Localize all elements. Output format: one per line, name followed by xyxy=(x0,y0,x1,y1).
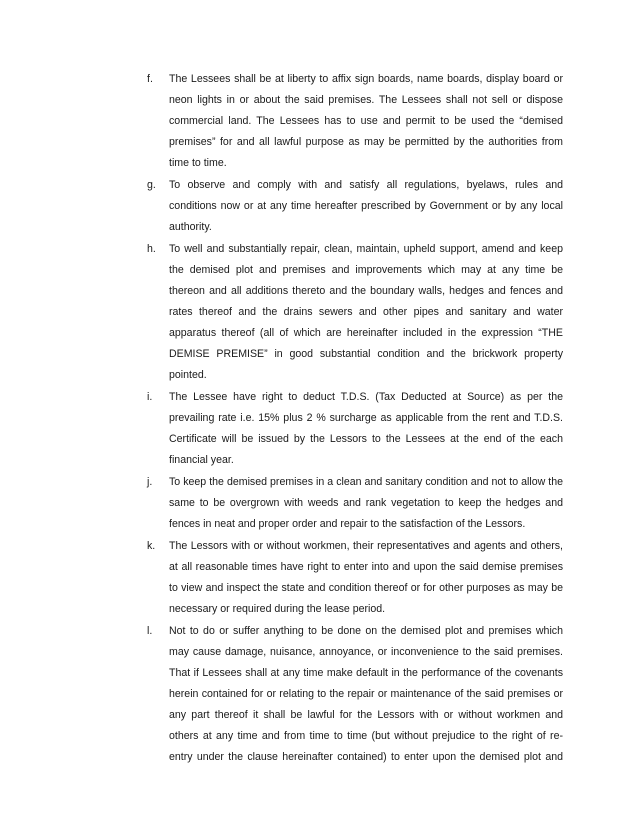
clause-i xyxy=(147,387,563,471)
clause-letter: i. xyxy=(147,391,153,403)
clause-g xyxy=(147,175,563,238)
clause-text: Not to do or suffer anything to be done on the demised plot and premises which may cause damage, nuisance, annoyance, or inconvenience to the said premises. That if Lessees shall at any time make default in the performance of the covenants herein contained for or relating to the repair or maintenance of the said premises or any part thereof it shall be lawful for the Lessors with or without workmen and others at any time and from time to time (but without prejudice to the right of re-entry under the clause hereinafter contained) to enter upon the demised plot and xyxy=(169,625,563,763)
clause-j xyxy=(147,472,563,535)
clause-text: To well and substantially repair, clean, maintain, upheld support, amend and keep the demised plot and premises and improvements which may at any time be thereon and all additions thereto and the boundary walls, hedges and fences and rates thereof and the drains sewers and other pipes and sanitary and water apparatus thereof (all of which are hereinafter included in the expression “THE DEMISE PREMISE” in good substantial condition and the brickwork property pointed. xyxy=(169,243,563,381)
clause-text: The Lessors with or without workmen, their representatives and agents and others, at all reasonable times have right to enter into and upon the said demise premises to view and inspect the state and condition thereof or for other purposes as may be necessary or required during the lease period. xyxy=(169,540,563,615)
clause-text: To keep the demised premises in a clean and sanitary condition and not to allow the same to be overgrown with weeds and rank vegetation to keep the hedges and fences in neat and proper order and repair to the satisfaction of the Lessors. xyxy=(169,476,563,530)
clause-letter: k. xyxy=(147,540,156,552)
clause-list xyxy=(147,69,563,769)
clause-f xyxy=(147,69,563,174)
clause-l xyxy=(147,621,563,768)
clause-letter: h. xyxy=(147,243,156,255)
clause-letter: f. xyxy=(147,73,153,85)
clause-text: The Lessees shall be at liberty to affix sign boards, name boards, display board or neon lights in or about the said premises. The Lessees shall not sell or dispose commercial land. The Lessees has to use and permit to be used the “demised premises” for and all lawful purpose as may be permitted by the authorities from time to time. xyxy=(169,73,563,169)
clause-letter: l. xyxy=(147,625,153,637)
clause-h xyxy=(147,239,563,386)
clause-k xyxy=(147,536,563,620)
clause-letter: g. xyxy=(147,179,156,191)
clause-text: The Lessee have right to deduct T.D.S. (Tax Deducted at Source) as per the prevailing rate i.e. 15% plus 2 % surcharge as applicable from the rent and T.D.S. Certificate will be issued by the Lessors to the Lessees at the end of the each financial year. xyxy=(169,391,563,466)
clause-text: To observe and comply with and satisfy all regulations, byelaws, rules and conditions now or at any time hereafter prescribed by Government or by any local authority. xyxy=(169,179,563,233)
clause-letter: j. xyxy=(147,476,153,488)
